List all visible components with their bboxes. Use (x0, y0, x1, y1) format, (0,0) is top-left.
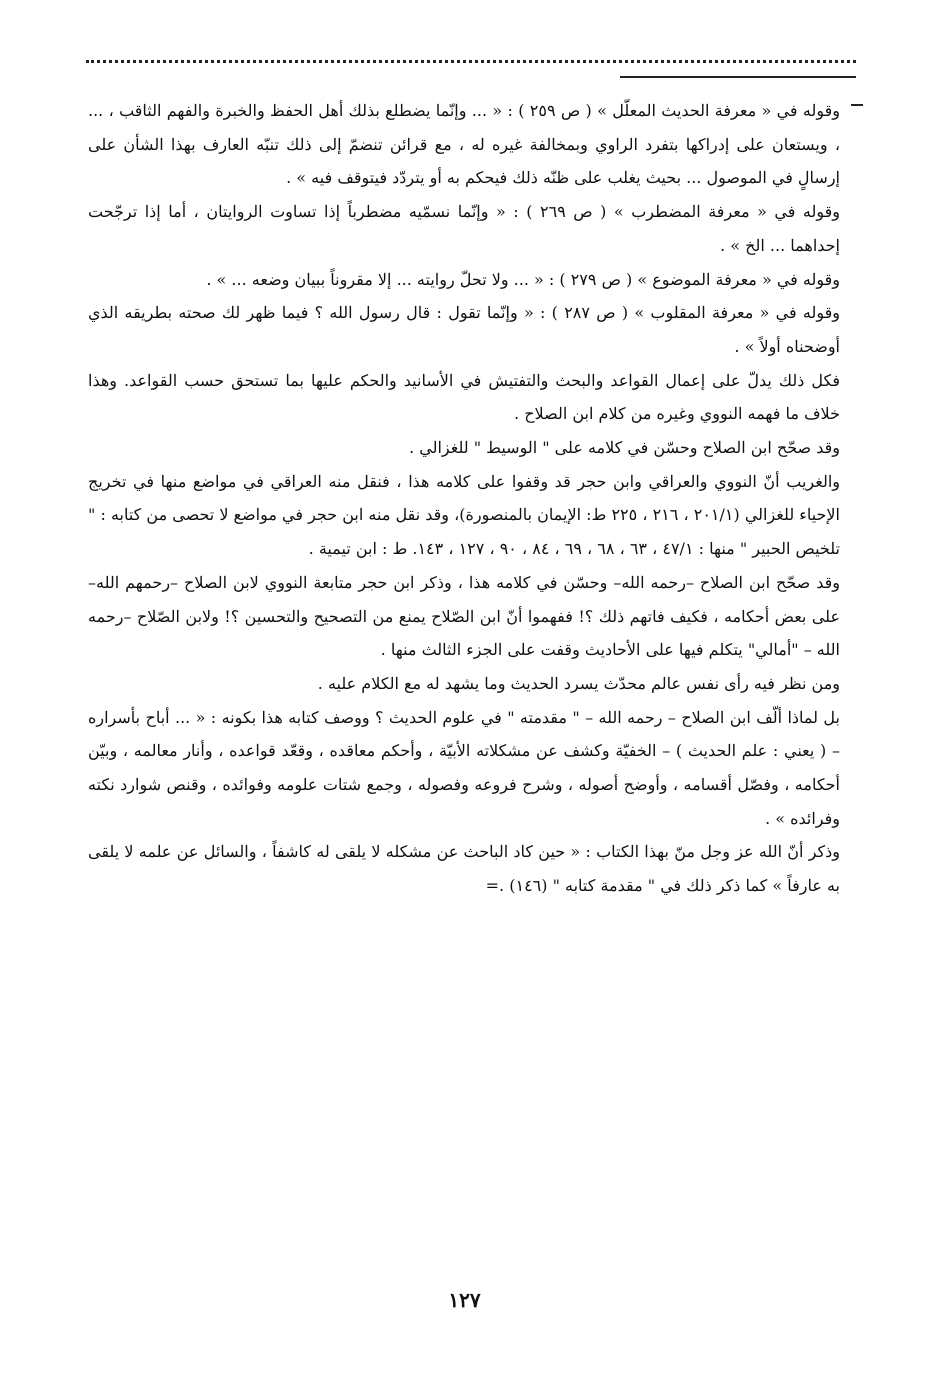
paragraph-2: وقوله في « معرفة المضطرب » ( ص ٢٦٩ ) : « وإنّما نسمّيه مضطرباً إذا تساوت الروايتان ، أما إذا ترجّحت إحداهما ... الخ » . (88, 202, 841, 255)
paragraph-6: وقد صحّح ابن الصلاح وحسّن في كلامه على " الوسيط " للغزالي . (409, 438, 840, 458)
paragraph-7: والغريب أنّ النووي والعراقي وابن حجر قد وقفوا على كلامه هذا ، فنقل منه العراقي في مواضع منها في تخريج الإحياء للغزالي (٢٠١/١ ، ٢١٦ ، ٢٢٥ ط: الإيمان بالمنصورة)، وقد نقل منه ابن حجر في مواضع لا تحصى من كتابه : " تلخيص الحبير " منها : ٤٧/١ ، ٦٣ ، ٦٨ ، ٦٩ ، ٨٤ ، ٩٠ ، ١٢٧ ، ١٤٣. ط : ابن تيمية . (88, 471, 840, 559)
paragraph-8: وقد صحّح ابن الصلاح –رحمه الله– وحسّن في كلامه هذا ، وذكر ابن حجر متابعة النووي لابن الصلاح –رحمهم الله– على بعض أحكامه ، فكيف فاتهم ذلك ؟! ففهموا أنّ ابن الصّلاح يمنع من التصحيح والتحسين ؟! ولابن الصّلاح –رحمه الله – "أمالي" يتكلم فيها على الأحاديث وقفت على الجزء الثالث منها . (88, 572, 840, 660)
margin-dash-marker (851, 104, 863, 106)
paragraph-5: فكل ذلك يدلّ على إعمال القواعد والبحث والتفتيش في الأسانيد والحكم عليها بما تستحق حسب القواعد. وهذا خلاف ما فهمه النووي وغيره من كلام ابن الصلاح . (88, 370, 840, 424)
paragraph-4: وقوله في « معرفة المقلوب » ( ص ٢٨٧ ) : « وإنّما تقول : قال رسول الله ؟ فيما ظهر لك صحته بطريقه الذي أوضحناه أولاً » . (88, 303, 841, 356)
page-body (88, 94, 840, 903)
paragraph-11: وذكر أنّ الله عز وجل منّ بهذا الكتاب : « حين كاد الباحث عن مشكله لا يلقى له كاشفاً ، والسائل عن علمه لا يلقى به عارفاً » كما ذكر ذلك في " مقدمة كتابه " (١٤٦) .= (88, 842, 840, 896)
paragraph-9: ومن نظر فيه رأى نفس عالم محدّث يسرد الحديث وما يشهد له مع الكلام عليه . (317, 673, 840, 693)
header-dotted-rule (86, 60, 856, 63)
paragraph-10: بل لماذا ألّف ابن الصلاح – رحمه الله – " مقدمته " في علوم الحديث ؟ ووصف كتابه هذا بكونه : « ... أباح بأسراره – ( يعني : علم الحديث ) – الخفيّة وكشف عن مشكلاته الأبيّة ، وأحكم معاقده ، وقعّد قواعده ، وأنار معالمه ، وبيّن أحكامه ، وفصّل أقسامه ، وأوضح أصوله ، وشرح فروعه وفصوله ، وجمع شتات علومه وفوائده ، وقنص شوارد نكته وفرائده » . (88, 707, 841, 828)
paragraph-1: وقوله في « معرفة الحديث المعلّل » ( ص ٢٥٩ ) : « ... وإنّما يضطلع بذلك أهل الحفظ والخبرة والفهم الثاقب ، ... ، ويستعان على إدراكها بتفرد الراوي وبمخالفة غيره له ، مع قرائن تنضمّ إلى ذلك تنبّه العارف بهذا الشأن على إرسالٍ في الموصول ... بحيث يغلب على ظنّه ذلك فيحكم به أو يتردّد فيتوقف فيه » . (88, 101, 840, 188)
paragraph-3: وقوله في « معرفة الموضوع » ( ص ٢٧٩ ) : « ... ولا تحلّ روايته ... إلا مقروناً ببيان وضعه ... » . (206, 269, 840, 289)
page-number: ١٢٧ (448, 1288, 481, 1312)
header-short-rule (620, 76, 856, 78)
